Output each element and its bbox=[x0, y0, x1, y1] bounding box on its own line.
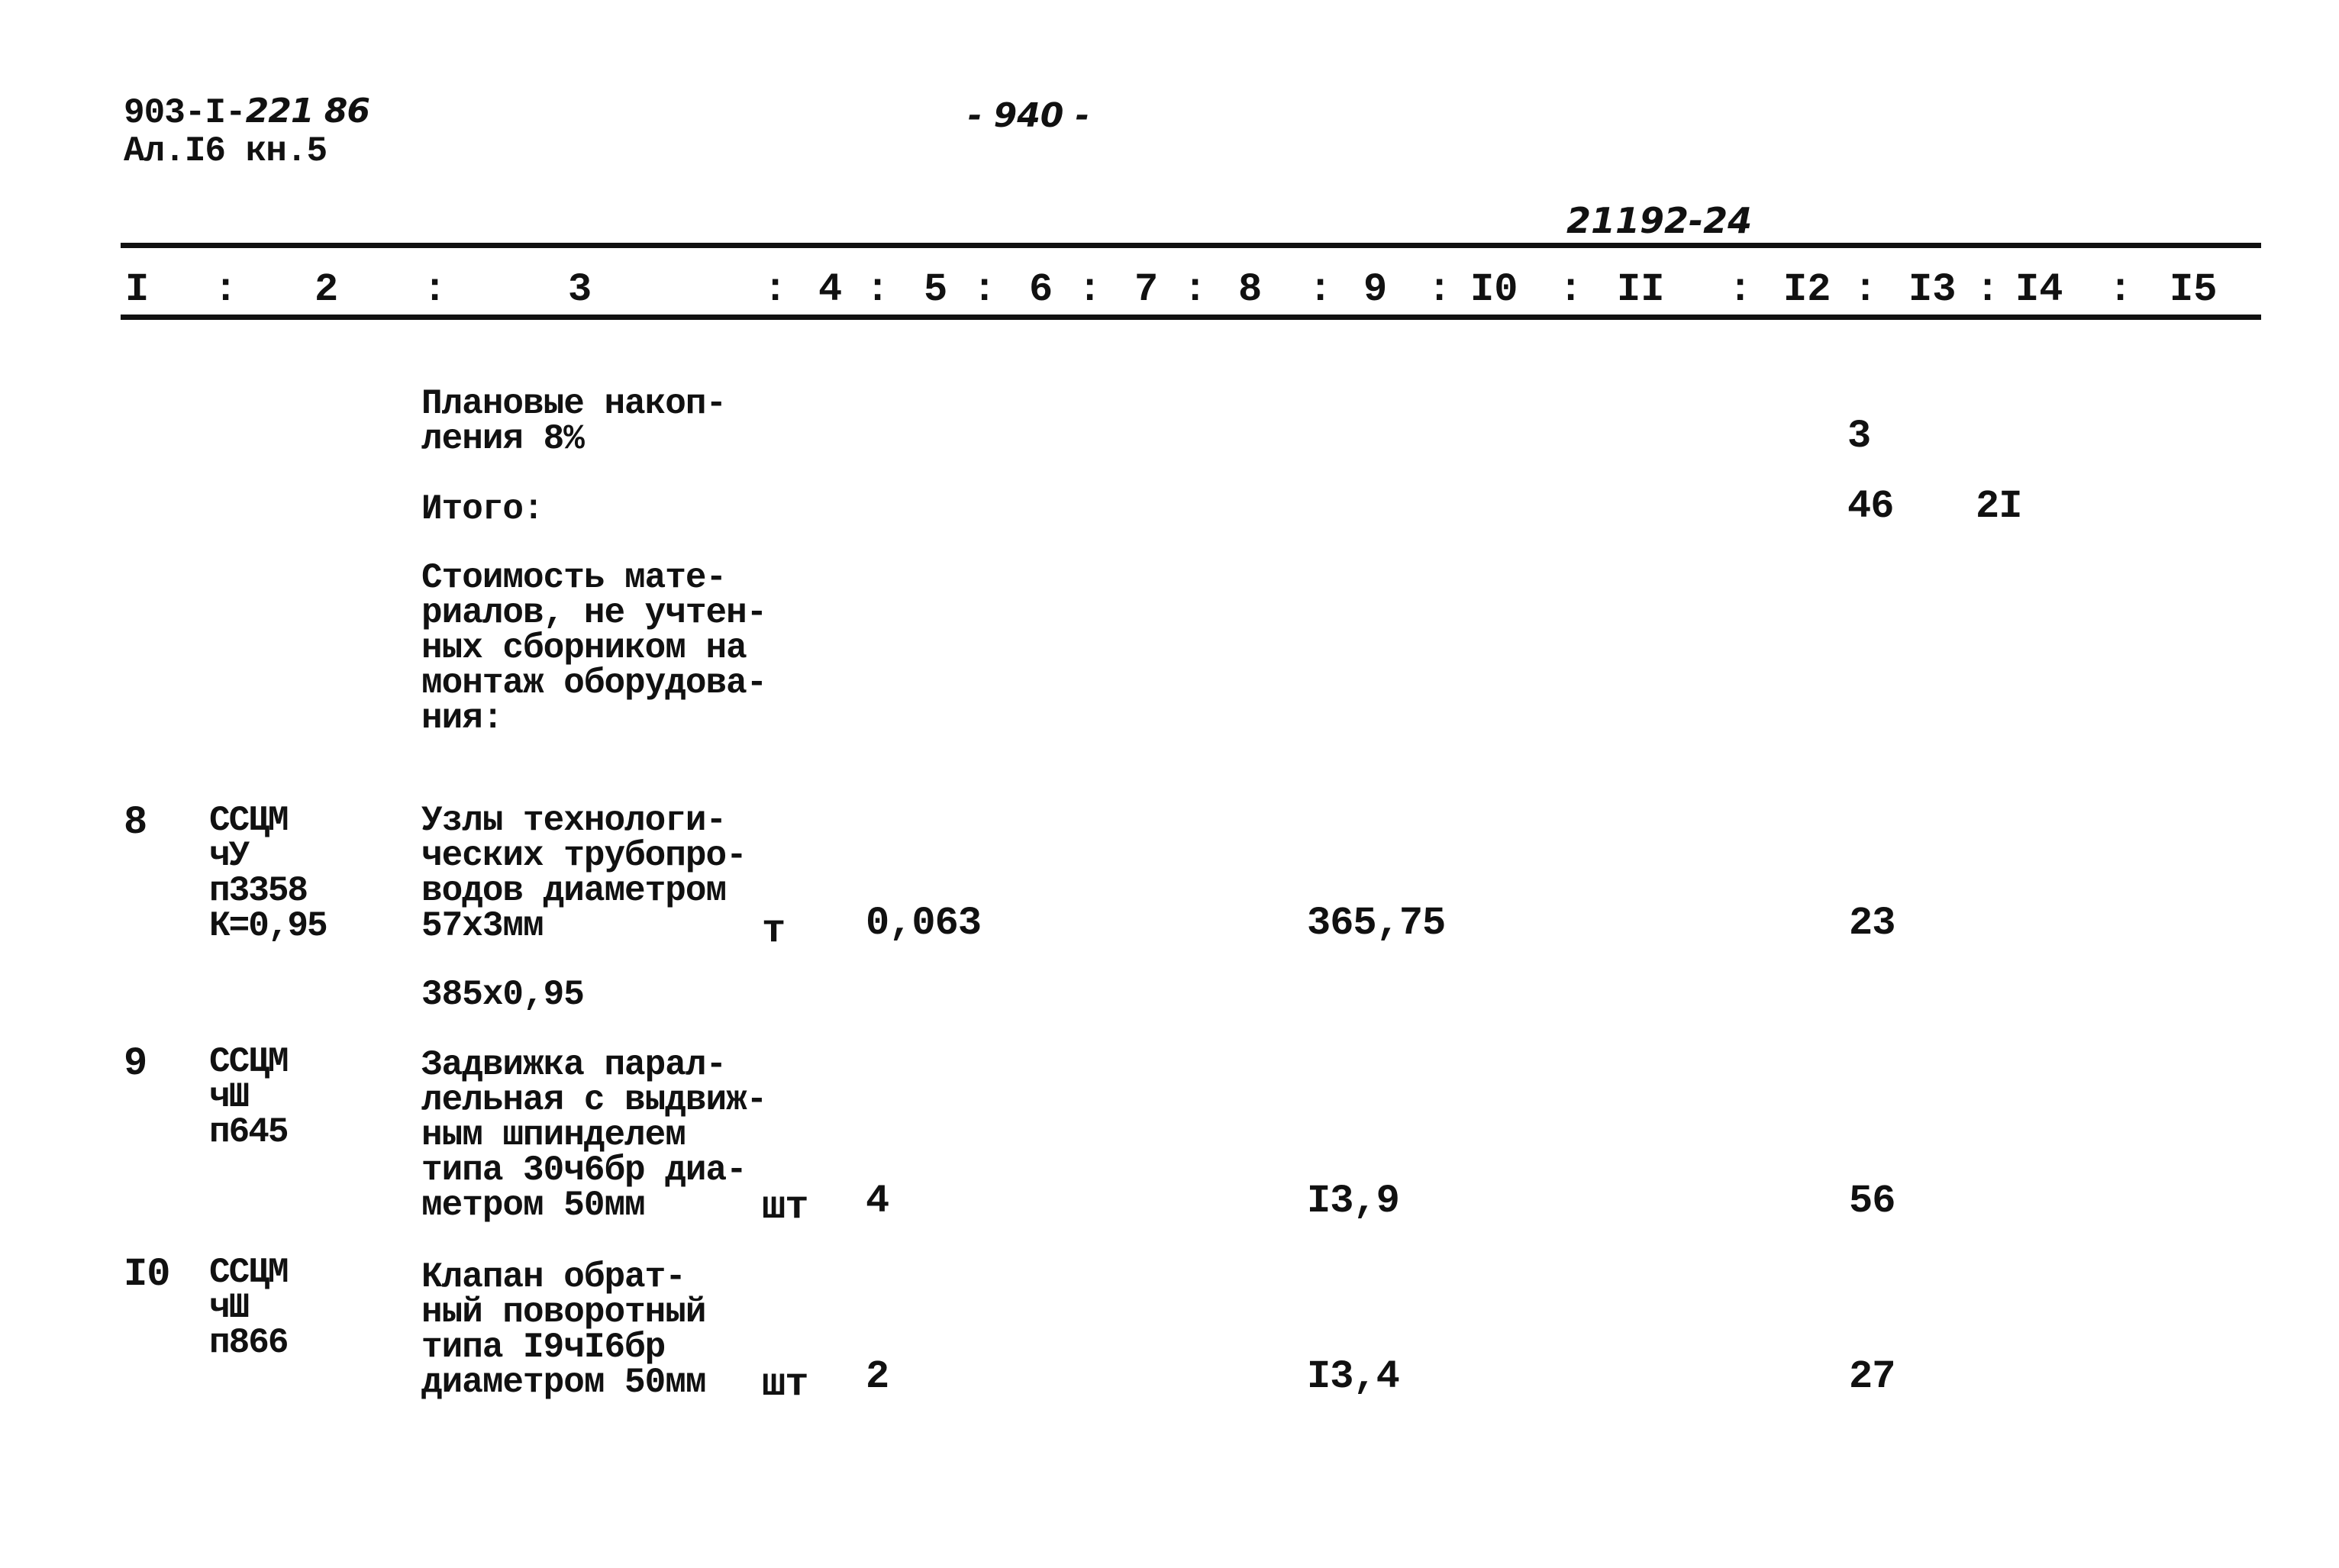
document-code bbox=[124, 92, 369, 133]
row-description: Задвижка парал- лельная с выдвиж- ным шпинделем типа 30ч6бр диа- метром 50мм bbox=[421, 1045, 767, 1225]
sheet-code: 21192-24 bbox=[1566, 200, 1753, 241]
row-code: ССЦМ чШ п866 bbox=[209, 1253, 288, 1363]
total-label: Итого: bbox=[421, 489, 544, 529]
column-number: 7 bbox=[1134, 267, 1159, 312]
column-separator: : bbox=[214, 267, 238, 312]
row-calculation-note: 385х0,95 bbox=[421, 975, 584, 1015]
total-col13: 2I bbox=[1976, 484, 2022, 529]
column-separator: : bbox=[973, 267, 997, 312]
document-code-handwritten: 221 86 bbox=[245, 92, 370, 131]
column-number: 9 bbox=[1363, 267, 1388, 312]
column-number: 8 bbox=[1238, 267, 1263, 312]
total-col12: 46 bbox=[1847, 484, 1894, 529]
row-description: Клапан обрат- ный поворотный типа I9чI6бр диаметром 50мм bbox=[421, 1257, 706, 1402]
row-unit: шт bbox=[762, 1362, 808, 1407]
row-unit: шт bbox=[762, 1185, 808, 1230]
column-number: II bbox=[1617, 267, 1665, 312]
row-total: 23 bbox=[1849, 901, 1895, 946]
column-number: 3 bbox=[568, 267, 592, 312]
top-rule bbox=[121, 243, 2261, 248]
column-number: 5 bbox=[924, 267, 948, 312]
column-number: I5 bbox=[2170, 267, 2218, 312]
column-number: I2 bbox=[1783, 267, 1831, 312]
column-separator: : bbox=[423, 267, 447, 312]
row-unit-price: 365,75 bbox=[1307, 901, 1446, 946]
column-separator: : bbox=[1078, 267, 1102, 312]
column-separator: : bbox=[1559, 267, 1583, 312]
column-number: I bbox=[125, 267, 150, 312]
column-separator: : bbox=[866, 267, 890, 312]
column-separator: : bbox=[1428, 267, 1452, 312]
row-quantity: 4 bbox=[866, 1179, 889, 1224]
row-unit: т bbox=[762, 908, 786, 953]
row-code: ССЦМ чШ п645 bbox=[209, 1042, 288, 1152]
column-separator: : bbox=[1976, 267, 2000, 312]
planned-accumulation-label: Плановые накоп- ления 8% bbox=[421, 384, 727, 459]
column-number: 6 bbox=[1029, 267, 1053, 312]
document-code-printed: 903-I- bbox=[124, 93, 246, 133]
column-separator: : bbox=[1853, 267, 1878, 312]
column-number: I3 bbox=[1908, 267, 1957, 312]
column-separator: : bbox=[763, 267, 788, 312]
column-separator: : bbox=[1308, 267, 1333, 312]
column-separator: : bbox=[1183, 267, 1208, 312]
column-separator: : bbox=[2108, 267, 2133, 312]
column-number: I4 bbox=[2015, 267, 2063, 312]
row-number: I0 bbox=[124, 1252, 170, 1297]
album-reference: Ал.I6 кн.5 bbox=[124, 131, 327, 171]
row-quantity: 0,063 bbox=[866, 901, 982, 946]
row-unit-price: I3,9 bbox=[1307, 1179, 1399, 1224]
row-total: 27 bbox=[1849, 1354, 1895, 1399]
row-unit-price: I3,4 bbox=[1307, 1354, 1399, 1399]
row-total: 56 bbox=[1849, 1179, 1895, 1224]
column-number: I0 bbox=[1470, 267, 1518, 312]
row-quantity: 2 bbox=[866, 1354, 889, 1399]
column-separator: : bbox=[1728, 267, 1753, 312]
planned-accumulation-col12: 3 bbox=[1847, 414, 1871, 459]
column-number: 4 bbox=[818, 267, 843, 312]
column-number: 2 bbox=[315, 267, 339, 312]
row-number: 8 bbox=[124, 800, 147, 845]
header-bottom-rule bbox=[121, 315, 2261, 320]
row-description: Узлы технологи- ческих трубопро- водов диаметром 57х3мм bbox=[421, 801, 747, 946]
row-number: 9 bbox=[124, 1041, 147, 1086]
page-number: - 940 - bbox=[968, 96, 1090, 135]
row-code: ССЦМ чУ п3358 К=0,95 bbox=[209, 801, 327, 946]
materials-heading: Стоимость мате- риалов, не учтен- ных сборником на монтаж оборудова- ния: bbox=[421, 558, 767, 738]
